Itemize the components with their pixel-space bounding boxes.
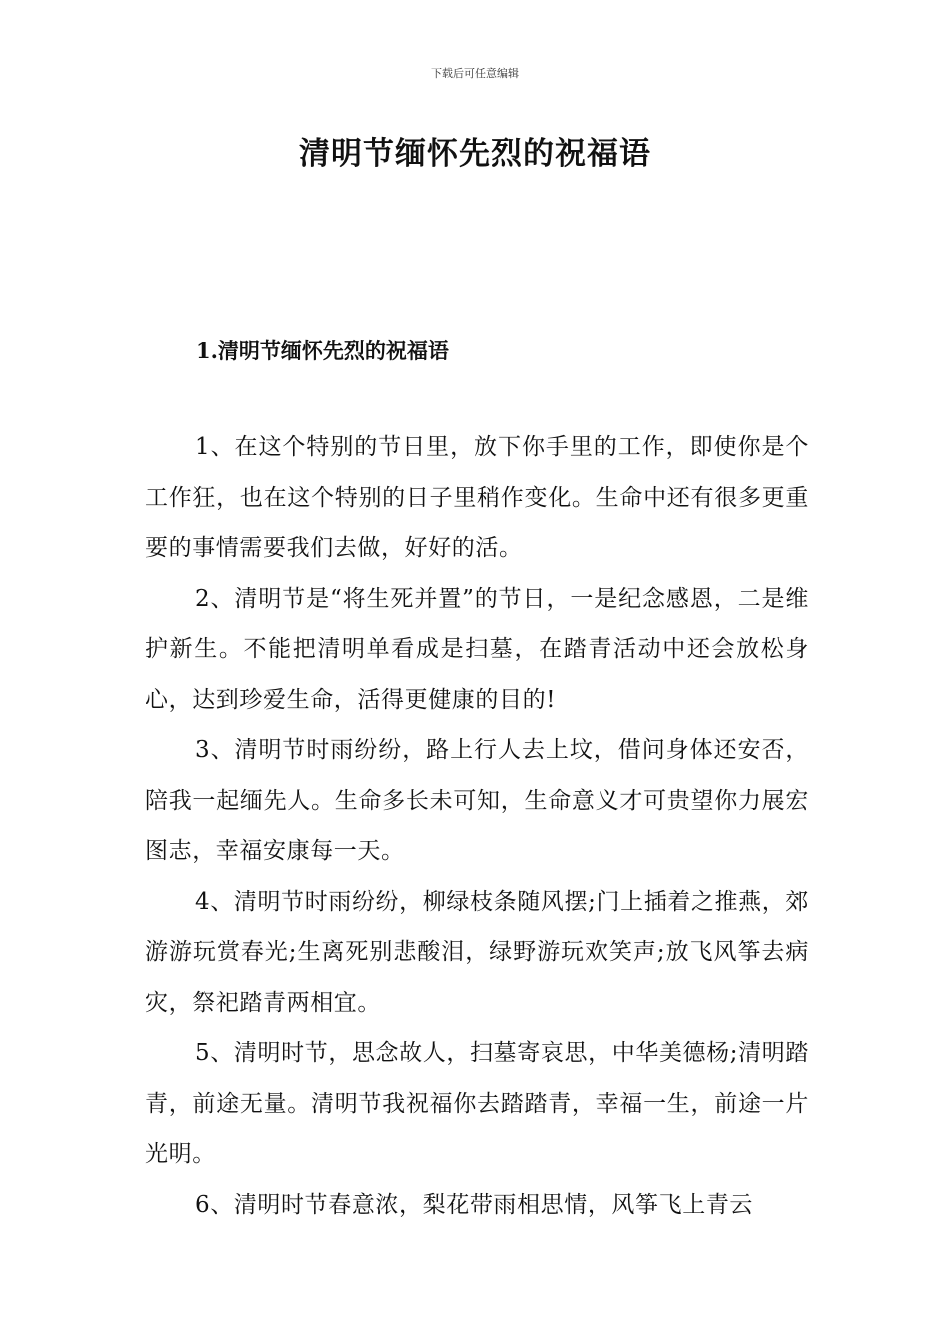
header-note: 下载后可任意编辑 (431, 67, 519, 80)
section-heading: 1.清明节缅怀先烈的祝福语 (196, 338, 449, 363)
paragraph-6: 6、清明时节春意浓，梨花带雨相思情，风筝飞上青云 (195, 1191, 754, 1218)
paragraph-3: 3、清明节时雨纷纷，路上行人去上坟，借问身体还安否，陪我一起缅先人。生命多长未可知，生命意义才可贵望你力展宏图志，幸福安康每一天。 (145, 737, 809, 864)
document-body (145, 422, 809, 1230)
paragraph-1: 1、在这个特别的节日里，放下你手里的工作，即使你是个工作狂，也在这个特别的日子里稍作变化。生命中还有很多更重要的事情需要我们去做，好好的活。 (145, 434, 809, 561)
document-title: 清明节缅怀先烈的祝福语 (299, 136, 651, 172)
paragraph-4: 4、清明节时雨纷纷，柳绿枝条随风摆;门上插着之推燕，郊游游玩赏春光;生离死别悲酸泪，绿野游玩欢笑声;放飞风筝去病灾，祭祀踏青两相宜。 (145, 888, 809, 1016)
paragraph-5: 5、清明时节，思念故人，扫墓寄哀思，中华美德杨;清明踏青，前途无量。清明节我祝福你去踏踏青，幸福一生，前途一片光明。 (145, 1040, 809, 1167)
paragraph-2: 2、清明节是“将生死并置”的节日，一是纪念感恩，二是维护新生。不能把清明单看成是扫墓，在踏青活动中还会放松身心，达到珍爱生命，活得更健康的目的! (145, 585, 809, 713)
